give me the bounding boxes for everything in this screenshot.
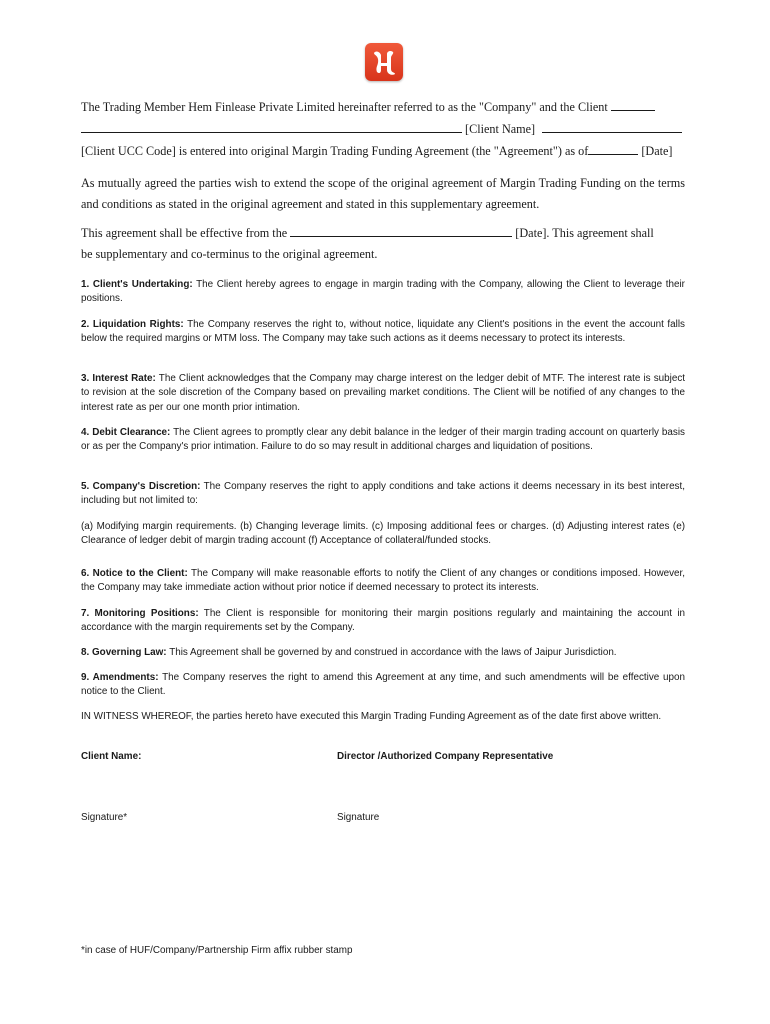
clause-1 xyxy=(81,278,685,307)
clause-text: The Client agrees to promptly clear any debit balance in the ledger of their margin trading account on quarterly basis or as per the Company's prior intimation. Failure to do so may result in additional charges and liquidation of positions. xyxy=(81,427,685,453)
clause-text: The Client acknowledges that the Company may charge interest on the ledger debit of MTF. The interest rate is subject to revision at the sole discretion of the Company based on prevailing market conditions. The Client will be notified of any changes to the interest rate as per our one month prior intimation. xyxy=(81,373,685,413)
intro-line-1 xyxy=(81,99,685,116)
clause-heading: 3. Interest Rate: xyxy=(81,373,156,384)
clause-text: The Company reserves the right to amend this Agreement at any time, and such amendments will be effective upon notice to the Client. xyxy=(81,672,685,698)
clause-text: This Agreement shall be governed by and construed in accordance with the laws of Jaipur Jurisdiction. xyxy=(169,647,617,658)
intro-text: The Trading Member Hem Finlease Private Limited hereinafter referred to as the "Company" and the Client xyxy=(81,100,608,114)
effective-prefix: This agreement shall be effective from the xyxy=(81,226,288,240)
company-signature-label: Signature xyxy=(337,812,380,823)
clause-8 xyxy=(81,646,685,660)
ucc-text: [Client UCC Code] is entered into original Margin Trading Funding Agreement (the "Agreement") as of xyxy=(81,144,589,158)
clause-3 xyxy=(81,372,685,415)
clause-2 xyxy=(81,318,685,347)
clause-heading: 4. Debit Clearance: xyxy=(81,427,171,438)
clause-5 xyxy=(81,480,685,509)
clause-text: The Company reserves the right to apply conditions and take actions it deems necessary in its best interest, including but not limited to: xyxy=(81,481,685,507)
clause-heading: 6. Notice to the Client: xyxy=(81,568,188,579)
clause-heading: 9. Amendments: xyxy=(81,672,159,683)
witness-paragraph: IN WITNESS WHEREOF, the parties hereto have executed this Margin Trading Funding Agreement as of the date first above written. xyxy=(81,711,662,722)
client-name-label: Client Name: xyxy=(81,751,142,762)
hem-h-logo-icon xyxy=(365,43,403,81)
client-name-blank-2 xyxy=(542,121,682,133)
footnote: *in case of HUF/Company/Partnership Firm affix rubber stamp xyxy=(81,945,353,956)
clause-6 xyxy=(81,567,685,596)
effective-line-2: be supplementary and co-terminus to the original agreement. xyxy=(81,247,378,261)
effective-date-blank xyxy=(290,225,512,237)
effective-suffix: [Date]. This agreement shall xyxy=(515,226,654,240)
date-blank xyxy=(588,143,638,155)
effective-line-1 xyxy=(81,225,685,242)
clause-5-list: (a) Modifying margin requirements. (b) Changing leverage limits. (c) Imposing additional fees or charges. (d) Adjusting interest rates (e) Clearance of ledger debit of margin trading account (f) Acceptance of collateral/funded stocks. xyxy=(81,521,685,547)
clause-heading: 8. Governing Law: xyxy=(81,647,167,658)
intro-line-3 xyxy=(81,143,685,160)
clause-text: The Company will make reasonable efforts to notify the Client of any changes or conditions imposed. However, the Company may take immediate action without prior notice if deemed necessary to protect its interests. xyxy=(81,568,685,594)
client-name-blank xyxy=(81,121,462,133)
clause-4 xyxy=(81,426,685,455)
clause-9 xyxy=(81,671,685,700)
clause-heading: 5. Company's Discretion: xyxy=(81,481,201,492)
clause-heading: 7. Monitoring Positions: xyxy=(81,608,199,619)
clause-7 xyxy=(81,607,685,636)
clause-text: The Company reserves the right to, without notice, liquidate any Client's positions in the event the account falls below the required margins or MTM loss. The Company may take such actions as it deems necessary to protect its interests. xyxy=(81,319,685,345)
clause-heading: 1. Client's Undertaking: xyxy=(81,279,193,290)
client-signature-label: Signature* xyxy=(81,812,128,823)
intro-line-2 xyxy=(81,121,685,138)
client-name-tag: [Client Name] xyxy=(465,122,536,136)
date-tag: [Date] xyxy=(641,144,673,158)
client-blank-1 xyxy=(611,99,655,111)
director-label: Director /Authorized Company Representative xyxy=(337,751,554,762)
scope-paragraph: As mutually agreed the parties wish to extend the scope of the original agreement of Margin Trading Funding on the terms and conditions as stated in the original agreement and stated in this supplementary agreement. xyxy=(81,176,685,211)
clause-text: The Client hereby agrees to engage in margin trading with the Company, allowing the Client to leverage their positions. xyxy=(81,279,685,305)
clause-text: The Client is responsible for monitoring their margin positions regularly and maintaining the account in accordance with the margin requirements set by the Company. xyxy=(81,608,686,634)
clause-heading: 2. Liquidation Rights: xyxy=(81,319,184,330)
